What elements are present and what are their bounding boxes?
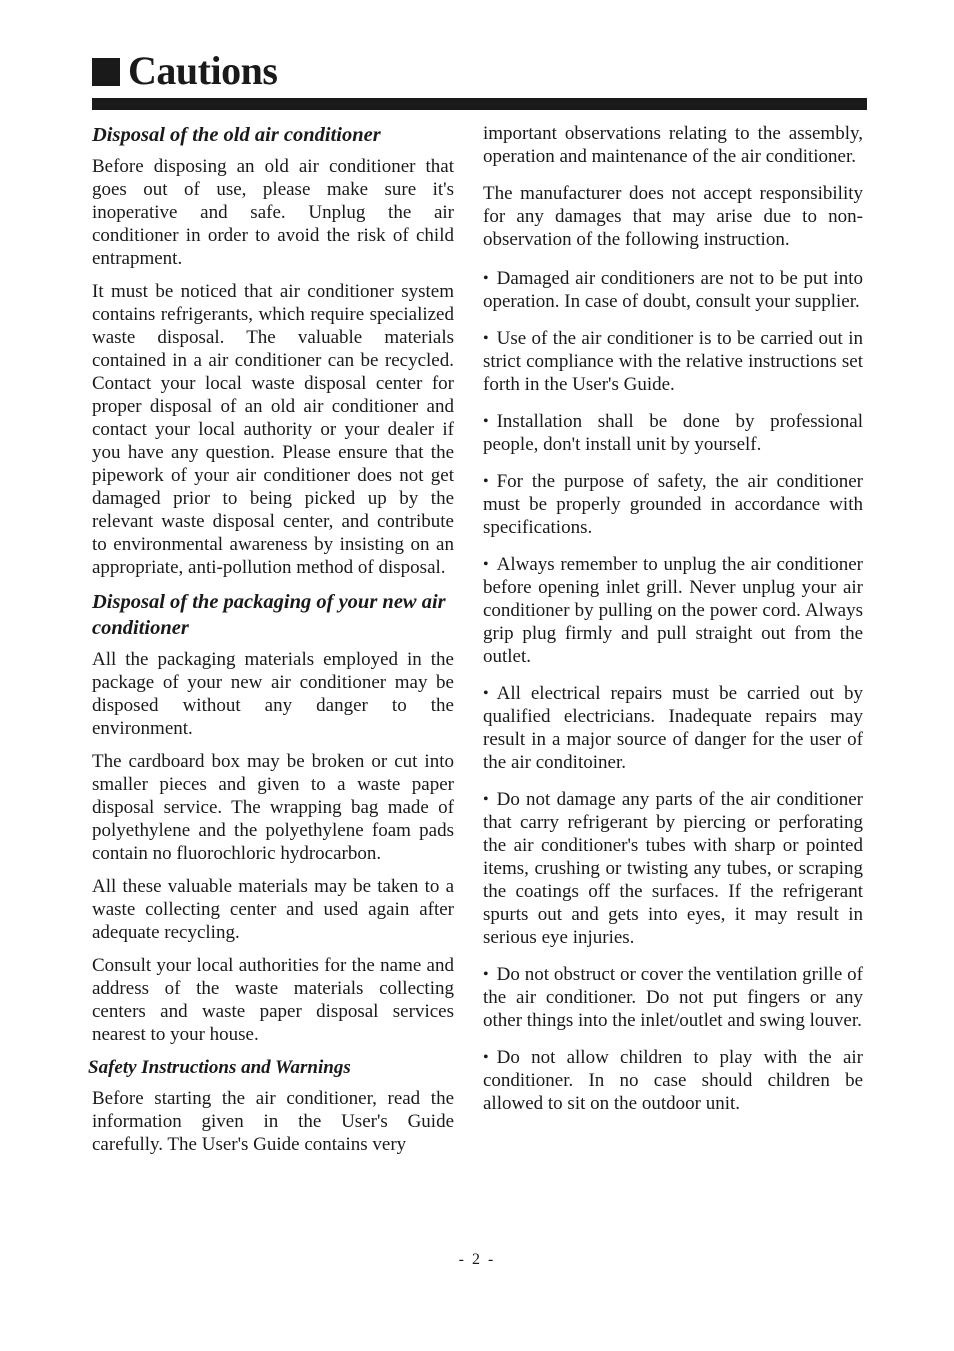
paragraph: Consult your local authorities for the name and address of the waste materials collecting centers and waste paper disposal services nearest to your house. (92, 955, 454, 1045)
bullet-item (483, 788, 863, 949)
bullet-item (483, 327, 863, 396)
paragraph: Before starting the air conditioner, read the information given in the User's Guide carefully. The User's Guide contains very (92, 1088, 454, 1155)
bullet-dot-icon: • (483, 270, 489, 287)
title-divider (92, 98, 867, 110)
bullet-dot-icon: • (483, 556, 489, 573)
section-heading-safety-instructions: Safety Instructions and Warnings (88, 1057, 351, 1078)
bullet-dot-icon: • (483, 330, 489, 347)
bullet-dot-icon: • (483, 685, 489, 702)
left-column (88, 122, 454, 1166)
page-number: - 2 - (458, 1251, 496, 1268)
paragraph: It must be noticed that air conditioner system contains refrigerants, which require specialized waste disposal. The valuable materials contained in a air conditioner can be recycled. Contact your local waste disposal center for proper disposal of an old air conditioner and contact your local authority or your dealer if you have any question. Please ensure that the pipework of your air conditioner does not get damaged prior to being picked up by the relevant waste disposal center, and contribute to environmental awareness by insisting on an appropriate, anti-pollution method of disposal. (92, 281, 454, 578)
bullet-dot-icon: • (483, 966, 489, 983)
bullet-text: Installation shall be done by professional people, don't install unit by yourself. (483, 411, 863, 455)
bullet-text: For the purpose of safety, the air conditioner must be properly grounded in accordance with specifications. (483, 471, 863, 538)
bullet-text: Damaged air conditioners are not to be put into operation. In case of doubt, consult your supplier. (483, 268, 863, 312)
bullet-text: Always remember to unplug the air conditioner before opening inlet grill. Never unplug your air conditioner by pulling on the power cord. Always grip plug firmly and pull straight out from the outlet. (483, 554, 863, 667)
section-heading-packaging-disposal: Disposal of the packaging of your new air conditioner (92, 591, 446, 639)
right-column (483, 122, 863, 1129)
section-heading-old-ac-disposal: Disposal of the old air conditioner (92, 124, 381, 146)
paragraph: important observations relating to the assembly, operation and maintenance of the air conditioner. (483, 123, 863, 167)
bullet-item (483, 410, 863, 456)
bullet-item (483, 267, 863, 313)
paragraph: The cardboard box may be broken or cut into smaller pieces and given to a waste paper disposal service. The wrapping bag made of polyethylene and the polyethylene foam pads contain no fluorochloric hydrocarbon. (92, 751, 454, 864)
paragraph: All these valuable materials may be taken to a waste collecting center and used again after adequate recycling. (92, 876, 454, 943)
bullet-dot-icon: • (483, 413, 489, 430)
bullet-item (483, 470, 863, 539)
bullet-dot-icon: • (483, 1049, 489, 1066)
bullet-text: Use of the air conditioner is to be carried out in strict compliance with the relative instructions set forth in the User's Guide. (483, 328, 863, 395)
paragraph: Before disposing an old air conditioner that goes out of use, please make sure it's inoperative and safe. Unplug the air conditioner in order to avoid the risk of child entrapment. (92, 156, 454, 269)
bullet-item (483, 553, 863, 668)
title-square-icon (92, 58, 120, 86)
bullet-text: Do not damage any parts of the air conditioner that carry refrigerant by piercing or perforating the air conditioner's tubes with sharp or pointed items, crushing or twisting any tubes, or scraping the coatings off the surfaces. If the refrigerant spurts out and gets into eyes, it may result in serious eye injuries. (483, 789, 863, 948)
page-header (92, 46, 277, 96)
bullet-item (483, 1046, 863, 1115)
bullet-dot-icon: • (483, 473, 489, 490)
bullet-text: All electrical repairs must be carried out by qualified electricians. Inadequate repairs may result in a major source of danger for the user of the air conditoiner. (483, 683, 863, 773)
bullet-dot-icon: • (483, 791, 489, 808)
bullet-text: Do not allow children to play with the air conditioner. In no case should children be allowed to sit on the outdoor unit. (483, 1047, 863, 1114)
paragraph: All the packaging materials employed in the package of your new air conditioner may be disposed without any danger to the environment. (92, 649, 454, 739)
bullet-item (483, 682, 863, 774)
page-title: Cautions (128, 48, 278, 93)
bullet-item (483, 963, 863, 1032)
bullet-text: Do not obstruct or cover the ventilation grille of the air conditioner. Do not put fingers or any other things into the inlet/outlet and swing louver. (483, 964, 863, 1031)
paragraph: The manufacturer does not accept responsibility for any damages that may arise due to non-observation of the following instruction. (483, 183, 863, 250)
